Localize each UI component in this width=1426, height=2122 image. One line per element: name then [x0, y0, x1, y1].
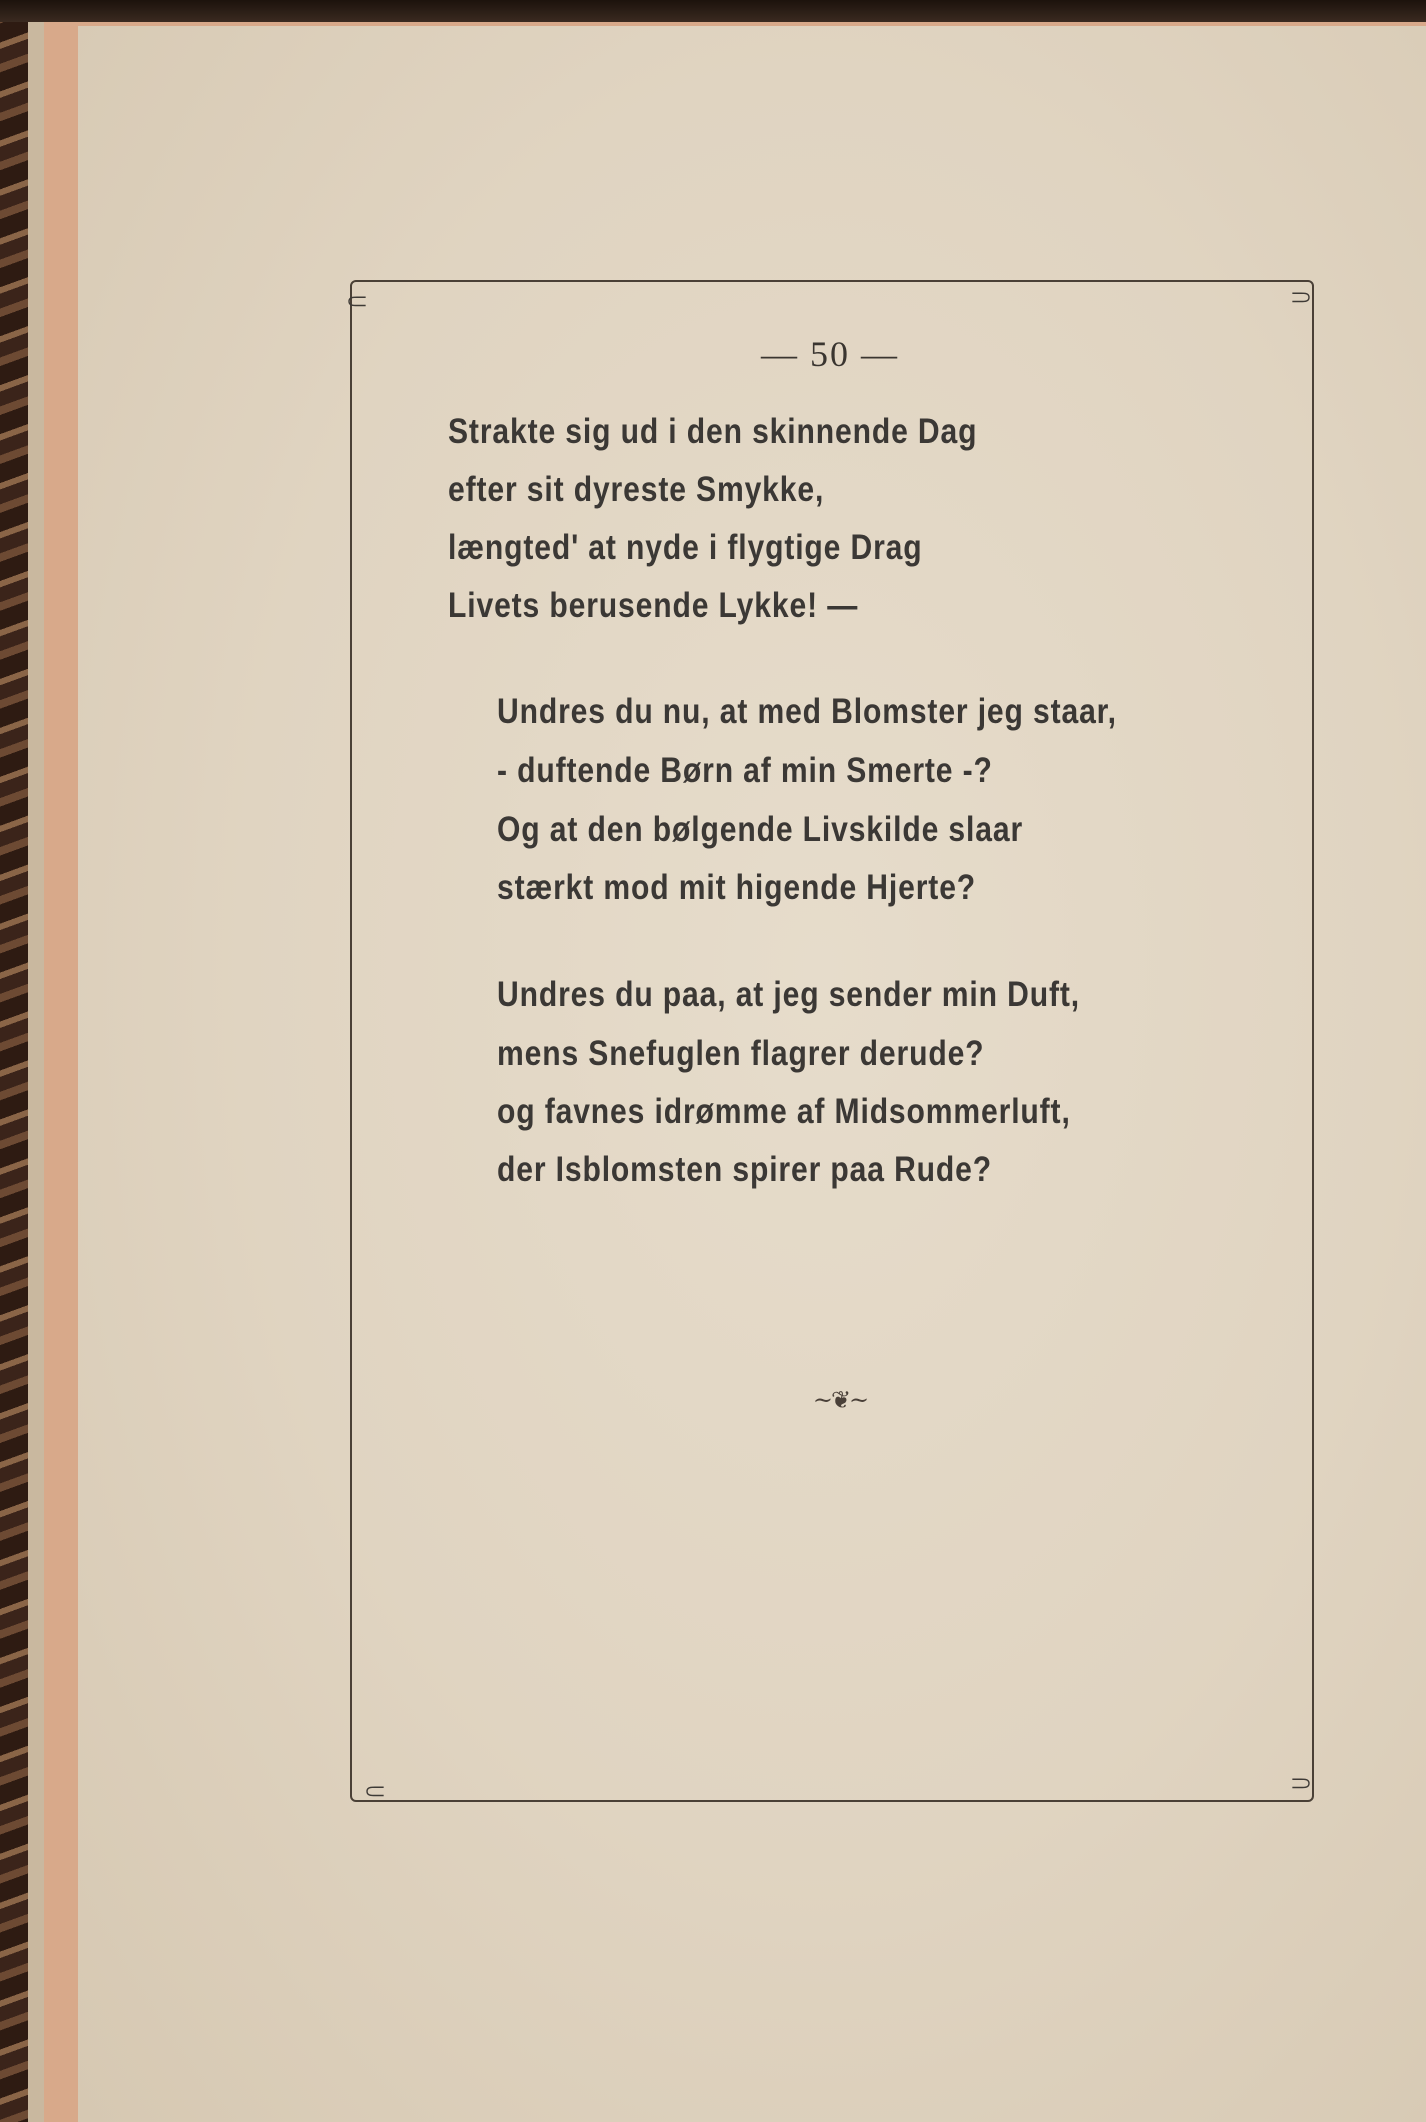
- poem-line: og favnes idrømme af Midsommerluft,: [497, 1092, 1071, 1131]
- poem-line: Undres du paa, at jeg sender min Duft,: [497, 975, 1080, 1014]
- poem-line: Undres du nu, at med Blomster jeg staar,: [497, 692, 1117, 731]
- flourish-icon: ⸧: [1286, 281, 1316, 316]
- end-ornament: ~❦~: [812, 1386, 868, 1414]
- page-number: — 50 —: [761, 334, 899, 374]
- flourish-icon: ⸧: [1286, 1767, 1316, 1802]
- flourish-icon: ⸦: [342, 285, 372, 320]
- poem-line: der Isblomsten spirer paa Rude?: [497, 1150, 993, 1189]
- poem-line: stærkt mod mit higende Hjerte?: [497, 868, 977, 907]
- poem-line: Og at den bølgende Livskilde slaar: [497, 810, 1024, 849]
- poem-line: mens Snefuglen flagrer derude?: [497, 1034, 985, 1073]
- flourish-icon: ⸦: [360, 1775, 390, 1810]
- poem-line: Livets berusende Lykke! —: [448, 586, 859, 625]
- poem-line: længted' at nyde i flygtige Drag: [448, 528, 923, 567]
- poem-line: Strakte sig ud i den skinnende Dag: [448, 412, 978, 451]
- poem-line: - duftende Børn af min Smerte -?: [497, 751, 993, 790]
- poem-line: efter sit dyreste Smykke,: [448, 470, 825, 509]
